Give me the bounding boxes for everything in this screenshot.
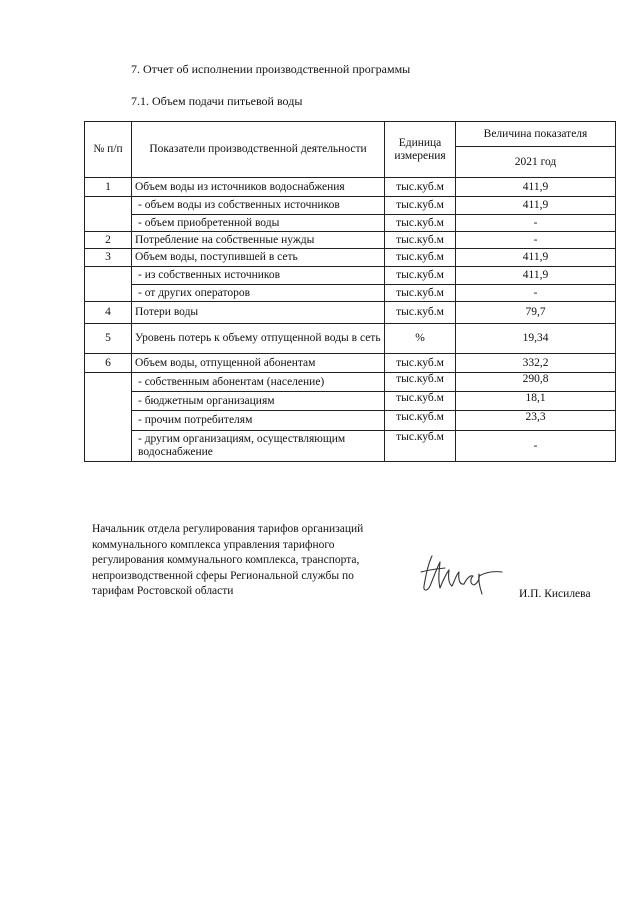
signatory-name: И.П. Кисилева bbox=[519, 588, 591, 600]
table-row bbox=[85, 249, 616, 267]
row-num: 6 bbox=[85, 354, 132, 373]
header-num: № п/п bbox=[85, 122, 132, 178]
table-row bbox=[85, 373, 616, 392]
header-unit: Единица измерения bbox=[385, 122, 456, 178]
row-name: - объем приобретенной воды bbox=[132, 215, 385, 232]
row-num: 3 bbox=[85, 249, 132, 267]
row-unit: тыс.куб.м bbox=[385, 431, 456, 462]
section-title: 7. Отчет об исполнении производственной программы bbox=[131, 62, 411, 76]
row-value: - bbox=[456, 232, 616, 249]
position-line: регулирования коммунального комплекса, транспорта, bbox=[92, 554, 360, 566]
row-name: - прочим потребителям bbox=[132, 411, 385, 431]
row-num bbox=[85, 197, 132, 232]
table-row bbox=[85, 302, 616, 324]
row-name: - бюджетным организациям bbox=[132, 392, 385, 411]
row-value: 411,9 bbox=[456, 267, 616, 285]
row-name: - собственным абонентам (население) bbox=[132, 373, 385, 392]
row-num bbox=[85, 267, 132, 302]
position-line: тарифам Ростовской области bbox=[92, 585, 234, 597]
row-unit: тыс.куб.м bbox=[385, 302, 456, 324]
row-name: - другим организациям, осуществляющим водоснабжение bbox=[132, 431, 385, 462]
position-line: непроизводственной сферы Региональной службы по bbox=[92, 569, 354, 582]
row-unit: % bbox=[385, 324, 456, 354]
header-indicator: Показатели производственной деятельности bbox=[132, 122, 385, 178]
row-unit: тыс.куб.м bbox=[385, 267, 456, 285]
row-num bbox=[85, 373, 132, 462]
row-unit: тыс.куб.м bbox=[385, 249, 456, 267]
handwritten-signature-icon bbox=[418, 548, 504, 598]
row-value: 411,9 bbox=[456, 249, 616, 267]
table-row bbox=[85, 215, 616, 232]
table-row bbox=[85, 354, 616, 373]
row-unit: тыс.куб.м bbox=[385, 373, 456, 392]
table-row bbox=[85, 411, 616, 431]
header-year: 2021 год bbox=[456, 147, 616, 178]
row-unit: тыс.куб.м bbox=[385, 215, 456, 232]
row-unit: тыс.куб.м bbox=[385, 354, 456, 373]
row-value: 19,34 bbox=[456, 324, 616, 354]
row-name: Объем воды, поступившей в сеть bbox=[132, 249, 385, 267]
table-row bbox=[85, 267, 616, 285]
table-row bbox=[85, 178, 616, 197]
row-value: 411,9 bbox=[456, 178, 616, 197]
row-unit: тыс.куб.м bbox=[385, 392, 456, 411]
row-value: 290,8 bbox=[456, 373, 616, 392]
table-row bbox=[85, 285, 616, 302]
row-name: Потери воды bbox=[132, 302, 385, 324]
table-row bbox=[85, 392, 616, 411]
water-supply-table bbox=[84, 121, 616, 462]
row-value: - bbox=[456, 215, 616, 232]
position-line: коммунального комплекса управления тарифного bbox=[92, 538, 335, 551]
row-value: 23,3 bbox=[456, 411, 616, 431]
signatory-position bbox=[92, 522, 412, 600]
row-value: 79,7 bbox=[456, 302, 616, 324]
row-unit: тыс.куб.м bbox=[385, 178, 456, 197]
row-value: - bbox=[456, 285, 616, 302]
row-name: Потребление на собственные нужды bbox=[132, 232, 385, 249]
row-name: Объем воды из источников водоснабжения bbox=[132, 178, 385, 197]
subsection-title: 7.1. Объем подачи питьевой воды bbox=[131, 94, 303, 108]
row-value: 332,2 bbox=[456, 354, 616, 373]
position-line: Начальник отдела регулирования тарифов организаций bbox=[92, 523, 364, 535]
row-num: 1 bbox=[85, 178, 132, 197]
row-value: 411,9 bbox=[456, 197, 616, 215]
row-name: Уровень потерь к объему отпущенной воды в сеть bbox=[132, 324, 385, 354]
row-unit: тыс.куб.м bbox=[385, 411, 456, 431]
row-value: - bbox=[456, 431, 616, 462]
row-name: Объем воды, отпущенной абонентам bbox=[132, 354, 385, 373]
row-name: - объем воды из собственных источников bbox=[132, 197, 385, 215]
table-row bbox=[85, 324, 616, 354]
row-unit: тыс.куб.м bbox=[385, 285, 456, 302]
header-value: Величина показателя bbox=[456, 122, 616, 147]
row-num: 4 bbox=[85, 302, 132, 324]
row-num: 5 bbox=[85, 324, 132, 354]
table-row bbox=[85, 232, 616, 249]
row-name: - из собственных источников bbox=[132, 267, 385, 285]
row-name: - от других операторов bbox=[132, 285, 385, 302]
table-row bbox=[85, 431, 616, 462]
row-unit: тыс.куб.м bbox=[385, 197, 456, 215]
row-num: 2 bbox=[85, 232, 132, 249]
row-value: 18,1 bbox=[456, 392, 616, 411]
row-unit: тыс.куб.м bbox=[385, 232, 456, 249]
table-row bbox=[85, 197, 616, 215]
